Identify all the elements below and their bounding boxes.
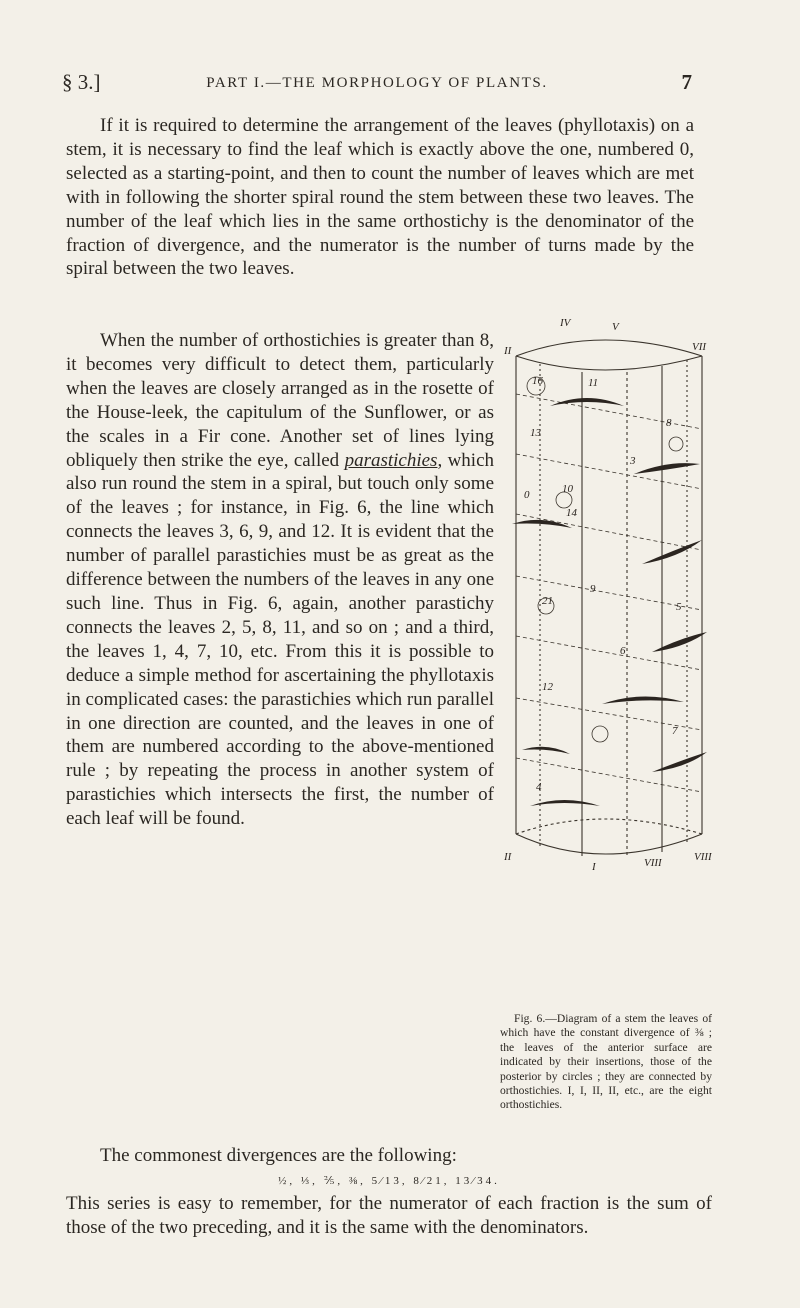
leaf-number: 8	[666, 417, 672, 429]
page-number: 7	[681, 70, 692, 94]
leaf-number: 3	[630, 455, 636, 467]
paragraph-series: This series is easy to remember, for the numerator of each fraction is the sum of those of the two preceding, and it is the same with the denominators.	[66, 1192, 712, 1238]
section-marker: § 3.]	[62, 70, 101, 94]
fig-label-iv: IV	[560, 317, 571, 329]
leaf-number: 11	[588, 377, 599, 389]
leaf-number: 4	[536, 781, 542, 793]
leaf-number: 21	[542, 595, 553, 607]
leaf-number: 6	[620, 645, 626, 657]
leaf-number: 12	[542, 681, 553, 693]
para2-text-b: , which also run round the stem in a spiral, but touch only some of the leaves ; for instance, in Fig. 6, the line which connects the leaves 3, 6, 9, and 12. It is evident that the number of parallel parastichies must be as great as the difference between the numbers of the leaves in any one such line. Thus in Fig. 6, again, another parastichy connects the leaves 2, 5, 8, 11, and so on ; and a third, the leaves 1, 4, 7, 10, etc. From this it is possible to deduce a simple method for ascertaining the phyllotaxis in complicated cases: the parastichies which run parallel in one direction are counted, and the leaves in one of them are numbered according to the above-mentioned rule ; by repeating the process in another system of parastichies which intersects the first, the number of each leaf will be found.	[66, 449, 494, 830]
leaf-number: 10	[562, 483, 573, 495]
leaf-number: 9	[590, 583, 596, 595]
fig-label-bottom-left: II	[504, 851, 512, 863]
main-column	[66, 329, 494, 831]
term-parastichies: parastichies	[344, 449, 438, 471]
leaf-number: 13	[530, 427, 541, 439]
figure-6-diagram	[502, 314, 712, 874]
leaf-number: 16	[532, 375, 543, 387]
fig-label-bottom-center: I	[592, 861, 596, 873]
closing-text	[66, 1144, 712, 1240]
paragraph-divergences: The commonest divergences are the following:	[100, 1145, 457, 1166]
leaf-number: 14	[566, 507, 577, 519]
fig-label-top-right: VII	[692, 341, 707, 353]
paragraph-phyllotaxis: If it is required to determine the arrangement of the leaves (phyllotaxis) on a stem, it is necessary to find the leaf which is exactly above the one, numbered 0, selected as a starting-point, and then to count the number of leaves which are met with in following the shorter spiral round the stem between these two leaves. The number of the leaf which lies in the same orthostichy is the denominator of the fraction of divergence, and the numerator is the number of turns made by the spiral between the two leaves.	[66, 115, 694, 280]
leaf-number: 7	[672, 725, 678, 737]
opening-text	[66, 114, 694, 281]
paragraph-parastichies	[66, 329, 494, 831]
figure-caption	[500, 1012, 712, 1113]
leaf-number: 5	[676, 601, 682, 613]
divergence-fractions: ½, ⅓, ⅖, ⅜, 5⁄13, 8⁄21, 13⁄34.	[278, 1174, 500, 1187]
running-header	[62, 70, 692, 100]
leaf-number: 0	[524, 489, 530, 501]
fig-label-v: V	[612, 321, 619, 333]
fig-label-top-left: II	[504, 345, 512, 357]
running-title: PART I.—THE MORPHOLOGY OF PLANTS.	[206, 75, 548, 91]
para2-text-a: When the number of orthostichies is greater than 8, it becomes very difficult to detect them, particularly when the leaves are closely arranged as in the rosette of the House-leek, the capitulum of the Sunflower, or as the scales in a Fir cone. Another set of lines lying obliquely then strike the eye, called	[66, 330, 494, 471]
fig-label-bottom-center-right: VIII	[644, 857, 662, 869]
fig-label-bottom-right: VIII	[694, 851, 712, 863]
caption-text: Fig. 6.—Diagram of a stem the leaves of which have the constant divergence of ⅜ ; the leaves of the anterior surface are indicated by their insertions, those of the posterior by circles ; they are connected by orthostichies. I, I, II, II, etc., are the eight orthostichies.	[500, 1012, 712, 1112]
